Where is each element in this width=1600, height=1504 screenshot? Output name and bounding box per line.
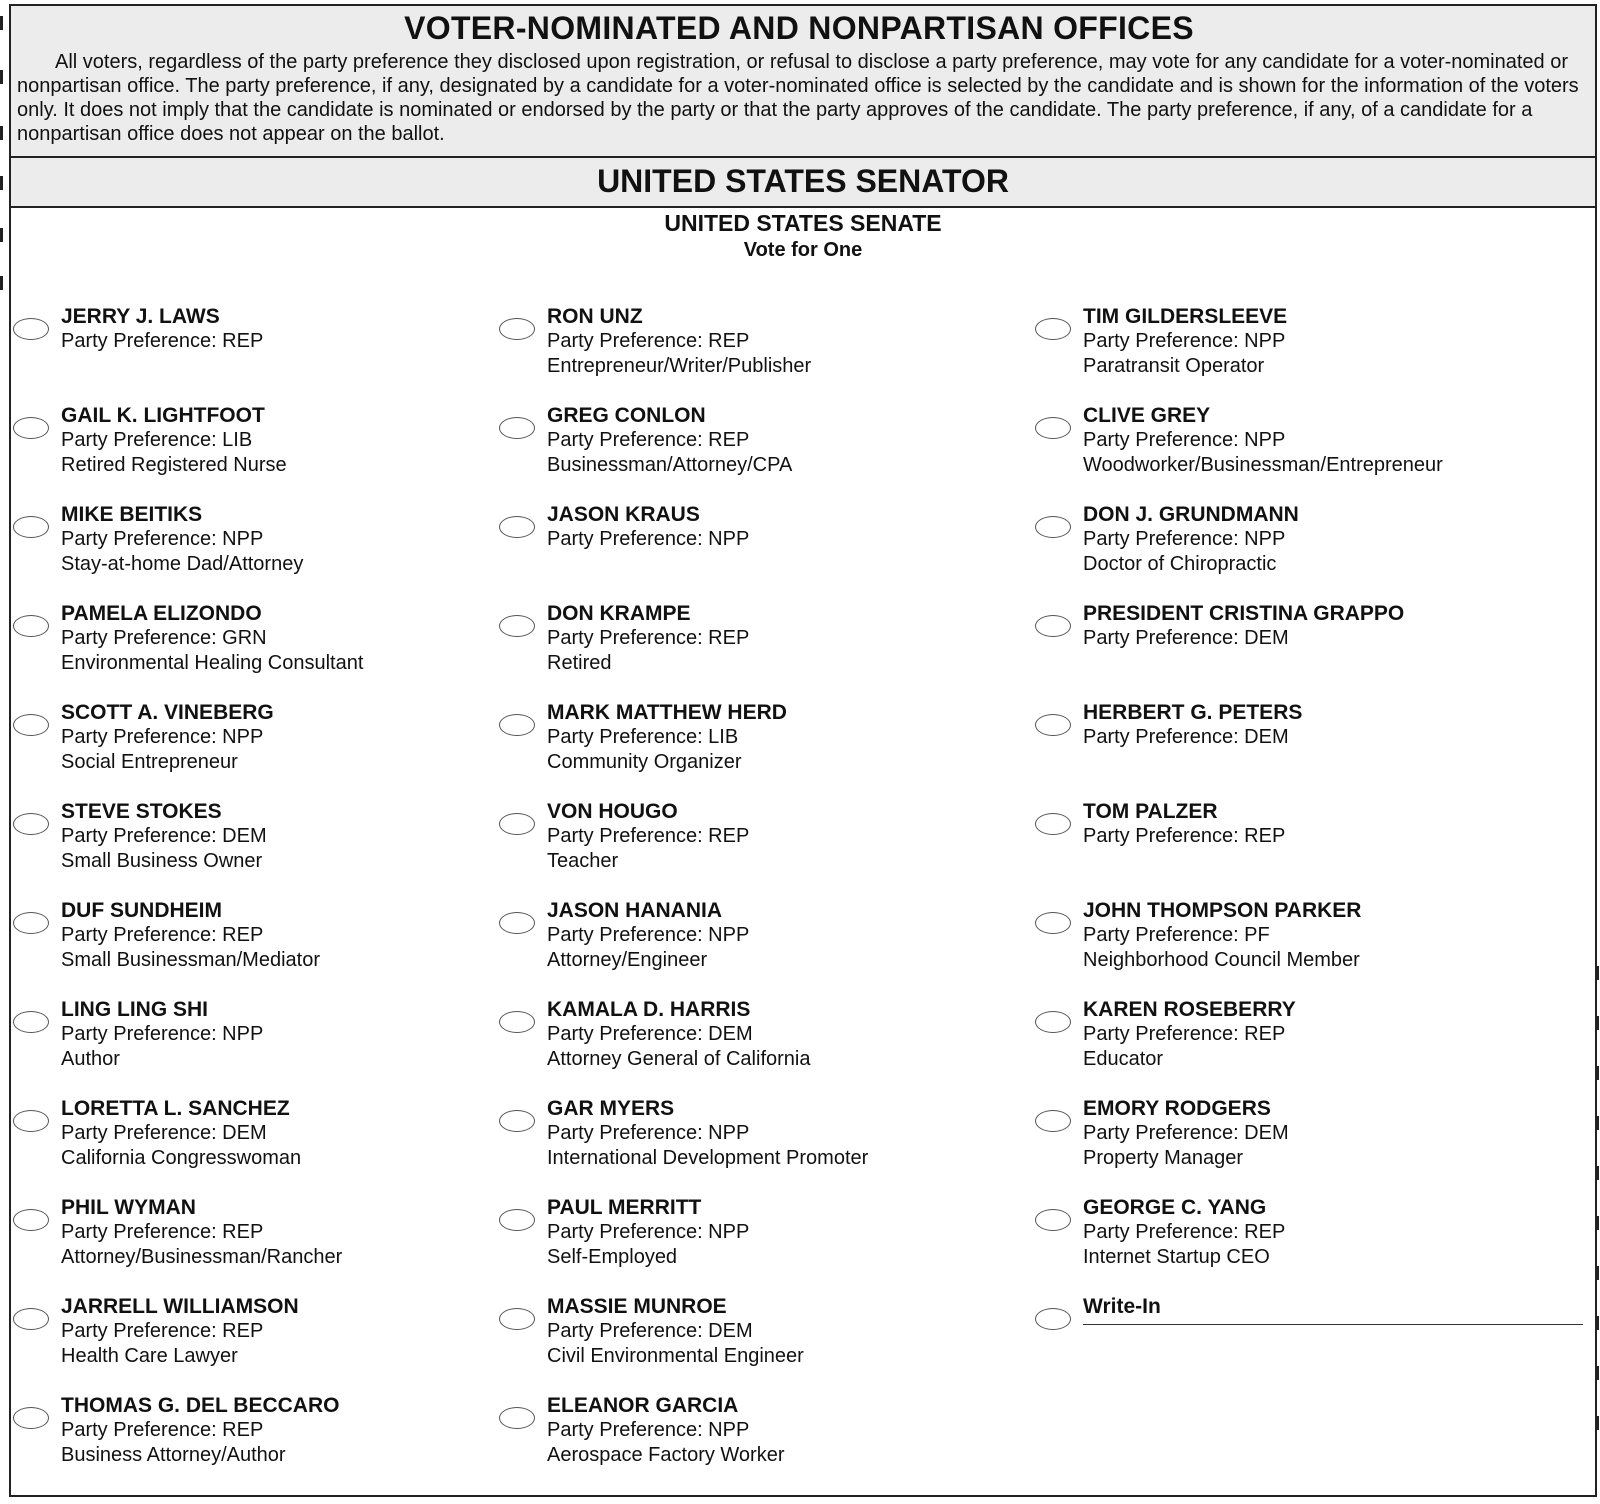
candidate-party: Party Preference: NPP	[61, 726, 264, 748]
candidate-name: JASON HANANIA	[547, 899, 723, 922]
candidate-occupation: California Congresswoman	[61, 1147, 302, 1169]
candidate-party: Party Preference: NPP	[1083, 528, 1286, 550]
write-in-label: Write-In	[1083, 1295, 1161, 1318]
candidate-name: KAREN ROSEBERRY	[1083, 998, 1296, 1021]
candidate-name: GREG CONLON	[547, 404, 706, 427]
candidate-name: ELEANOR GARCIA	[547, 1394, 739, 1417]
candidate-name: TIM GILDERSLEEVE	[1083, 305, 1288, 328]
candidate-column-2	[497, 304, 1037, 1492]
candidate-occupation: Businessman/Attorney/CPA	[547, 454, 793, 476]
candidate-party: Party Preference: NPP	[547, 528, 750, 550]
candidate-name: DUF SUNDHEIM	[61, 899, 222, 922]
vote-oval[interactable]	[1035, 615, 1071, 637]
candidate-party: Party Preference: REP	[61, 1419, 264, 1441]
vote-oval[interactable]	[499, 1407, 535, 1429]
candidate-name: CLIVE GREY	[1083, 404, 1211, 427]
candidate-column-3	[1033, 304, 1593, 1393]
candidate-name: PHIL WYMAN	[61, 1196, 196, 1219]
candidate-occupation: Small Business Owner	[61, 850, 263, 872]
vote-oval[interactable]	[499, 516, 535, 538]
candidate-occupation: Retired Registered Nurse	[61, 454, 287, 476]
candidate-occupation: Social Entrepreneur	[61, 751, 238, 773]
vote-oval[interactable]	[1035, 417, 1071, 439]
candidate-occupation: Author	[61, 1048, 120, 1070]
candidate-name: RON UNZ	[547, 305, 643, 328]
vote-oval[interactable]	[13, 912, 49, 934]
candidate-occupation: Aerospace Factory Worker	[547, 1444, 785, 1466]
vote-oval[interactable]	[13, 1110, 49, 1132]
candidate-option[interactable]	[11, 403, 491, 502]
contest-name: UNITED STATES SENATE	[664, 210, 942, 236]
candidate-party: Party Preference: REP	[547, 330, 750, 352]
candidate-occupation: Stay-at-home Dad/Attorney	[61, 553, 304, 575]
candidate-occupation: Doctor of Chiropractic	[1083, 553, 1277, 575]
vote-oval[interactable]	[1035, 318, 1071, 340]
candidate-name: MARK MATTHEW HERD	[547, 701, 787, 724]
section-instructions: All voters, regardless of the party preference they disclosed upon registration, or refusal to disclose a party preference, may vote for any candidate for a voter-nominated or nonpartisan office. The party preference, if any, designated by a candidate for a voter-nominated office is selected by the candidate and is shown for the information of the voters only. It does not imply that the candidate is nominated or endorsed by the party or that the party approves of the candidate. The party preference, if any, of a candidate for a nonpartisan office does not appear on the ballot.	[17, 51, 1579, 145]
vote-oval[interactable]	[1035, 714, 1071, 736]
timing-mark	[0, 126, 3, 140]
candidate-option[interactable]	[11, 502, 491, 601]
candidate-party: Party Preference: DEM	[547, 1023, 753, 1045]
candidate-option[interactable]	[497, 700, 1037, 799]
candidate-name: DON KRAMPE	[547, 602, 691, 625]
candidate-option[interactable]	[497, 799, 1037, 898]
candidate-name: EMORY RODGERS	[1083, 1097, 1271, 1120]
candidate-option[interactable]	[11, 1096, 491, 1195]
candidate-occupation: Woodworker/Businessman/Entrepreneur	[1083, 454, 1443, 476]
timing-mark	[0, 16, 3, 30]
candidate-option[interactable]	[497, 601, 1037, 700]
candidate-option[interactable]	[497, 1294, 1037, 1393]
candidate-option[interactable]	[497, 403, 1037, 502]
candidate-option[interactable]	[11, 898, 491, 997]
candidate-occupation: Attorney/Engineer	[547, 949, 708, 971]
candidate-party: Party Preference: NPP	[547, 1419, 750, 1441]
candidate-name: DON J. GRUNDMANN	[1083, 503, 1299, 526]
candidate-party: Party Preference: REP	[61, 924, 264, 946]
vote-oval[interactable]	[1035, 516, 1071, 538]
office-header	[11, 158, 1595, 208]
candidate-option[interactable]	[1033, 403, 1593, 502]
candidate-party: Party Preference: DEM	[1083, 1122, 1289, 1144]
vote-oval[interactable]	[1035, 1308, 1071, 1330]
candidate-option[interactable]	[11, 304, 491, 403]
candidate-name: LING LING SHI	[61, 998, 208, 1021]
candidate-option[interactable]	[1033, 997, 1593, 1096]
candidate-option[interactable]	[497, 1195, 1037, 1294]
timing-mark	[0, 228, 3, 242]
candidate-option[interactable]	[11, 997, 491, 1096]
candidate-option[interactable]	[1033, 1195, 1593, 1294]
candidate-option[interactable]	[1033, 601, 1593, 700]
candidate-party: Party Preference: NPP	[61, 1023, 264, 1045]
candidate-occupation: Small Businessman/Mediator	[61, 949, 320, 971]
candidate-party: Party Preference: NPP	[547, 1221, 750, 1243]
candidate-occupation: Business Attorney/Author	[61, 1444, 286, 1466]
vote-oval[interactable]	[13, 1407, 49, 1429]
candidate-name: JERRY J. LAWS	[61, 305, 220, 328]
candidate-occupation: International Development Promoter	[547, 1147, 869, 1169]
candidate-party: Party Preference: REP	[1083, 1221, 1286, 1243]
vote-oval[interactable]	[1035, 912, 1071, 934]
vote-oval[interactable]	[499, 615, 535, 637]
candidate-occupation: Self-Employed	[547, 1246, 678, 1268]
candidate-occupation: Civil Environmental Engineer	[547, 1345, 804, 1367]
candidate-option[interactable]	[11, 700, 491, 799]
candidate-party: Party Preference: NPP	[61, 528, 264, 550]
vote-oval[interactable]	[1035, 1011, 1071, 1033]
candidate-option[interactable]	[11, 799, 491, 898]
vote-oval[interactable]	[499, 1308, 535, 1330]
candidate-party: Party Preference: REP	[1083, 1023, 1286, 1045]
candidate-occupation: Educator	[1083, 1048, 1164, 1070]
candidate-party: Party Preference: REP	[1083, 825, 1286, 847]
candidate-option[interactable]	[497, 997, 1037, 1096]
vote-for-instruction: Vote for One	[743, 239, 863, 261]
candidate-option[interactable]	[1033, 304, 1593, 403]
candidate-name: TOM PALZER	[1083, 800, 1218, 823]
vote-oval[interactable]	[499, 1209, 535, 1231]
candidate-party: Party Preference: NPP	[547, 924, 750, 946]
candidate-name: THOMAS G. DEL BECCARO	[61, 1394, 340, 1417]
candidate-name: GAIL K. LIGHTFOOT	[61, 404, 265, 427]
candidate-occupation: Retired	[547, 652, 612, 674]
candidate-name: PAUL MERRITT	[547, 1196, 702, 1219]
vote-oval[interactable]	[1035, 1209, 1071, 1231]
vote-oval[interactable]	[499, 1011, 535, 1033]
vote-oval[interactable]	[13, 714, 49, 736]
vote-oval[interactable]	[499, 417, 535, 439]
candidate-option[interactable]	[11, 1294, 491, 1393]
candidate-name: GAR MYERS	[547, 1097, 675, 1120]
candidate-party: Party Preference: DEM	[547, 1320, 753, 1342]
vote-oval[interactable]	[1035, 813, 1071, 835]
candidate-occupation: Neighborhood Council Member	[1083, 949, 1360, 971]
vote-oval[interactable]	[13, 318, 49, 340]
vote-oval[interactable]	[499, 714, 535, 736]
vote-oval[interactable]	[13, 417, 49, 439]
ballot-section	[9, 4, 1597, 1497]
candidate-name: HERBERT G. PETERS	[1083, 701, 1303, 724]
vote-oval[interactable]	[13, 615, 49, 637]
candidate-party: Party Preference: DEM	[1083, 627, 1289, 649]
candidate-party: Party Preference: REP	[547, 429, 750, 451]
candidate-occupation: Paratransit Operator	[1083, 355, 1265, 377]
timing-mark	[0, 276, 3, 290]
candidate-option[interactable]	[497, 1393, 1037, 1492]
candidate-name: KAMALA D. HARRIS	[547, 998, 751, 1021]
candidate-party: Party Preference: DEM	[61, 1122, 267, 1144]
candidate-option[interactable]	[1033, 502, 1593, 601]
vote-oval[interactable]	[13, 813, 49, 835]
candidate-occupation: Attorney/Businessman/Rancher	[61, 1246, 343, 1268]
contest-heading	[11, 208, 1595, 262]
write-in-option[interactable]	[1033, 1294, 1593, 1393]
candidate-option[interactable]	[11, 1393, 491, 1492]
candidate-name: SCOTT A. VINEBERG	[61, 701, 274, 724]
candidate-occupation: Health Care Lawyer	[61, 1345, 238, 1367]
candidate-party: Party Preference: REP	[61, 1320, 264, 1342]
candidate-occupation: Property Manager	[1083, 1147, 1244, 1169]
vote-oval[interactable]	[13, 1011, 49, 1033]
candidate-name: LORETTA L. SANCHEZ	[61, 1097, 290, 1120]
vote-oval[interactable]	[499, 813, 535, 835]
vote-oval[interactable]	[1035, 1110, 1071, 1132]
vote-oval[interactable]	[13, 1209, 49, 1231]
candidate-option[interactable]	[11, 1195, 491, 1294]
candidate-name: PRESIDENT CRISTINA GRAPPO	[1083, 602, 1405, 625]
vote-oval[interactable]	[13, 1308, 49, 1330]
section-title: VOTER-NOMINATED AND NONPARTISAN OFFICES	[404, 10, 1194, 46]
candidate-option[interactable]	[497, 1096, 1037, 1195]
vote-oval[interactable]	[499, 318, 535, 340]
candidate-party: Party Preference: REP	[61, 1221, 264, 1243]
write-in-line[interactable]	[1083, 1324, 1583, 1325]
office-title: UNITED STATES SENATOR	[597, 163, 1009, 199]
candidate-name: JOHN THOMPSON PARKER	[1083, 899, 1362, 922]
candidate-occupation: Teacher	[547, 850, 619, 872]
timing-mark	[0, 70, 3, 84]
candidate-occupation: Attorney General of California	[547, 1048, 811, 1070]
candidate-party: Party Preference: LIB	[61, 429, 253, 451]
candidate-name: MIKE BEITIKS	[61, 503, 203, 526]
candidate-name: PAMELA ELIZONDO	[61, 602, 262, 625]
candidate-party: Party Preference: PF	[1083, 924, 1270, 946]
candidate-party: Party Preference: DEM	[61, 825, 267, 847]
candidate-name: JASON KRAUS	[547, 503, 700, 526]
candidate-party: Party Preference: GRN	[61, 627, 267, 649]
candidate-name: MASSIE MUNROE	[547, 1295, 727, 1318]
candidate-occupation: Environmental Healing Consultant	[61, 652, 364, 674]
candidate-occupation: Community Organizer	[547, 751, 742, 773]
candidate-column-1	[11, 304, 491, 1492]
timing-mark	[0, 176, 3, 190]
candidate-name: STEVE STOKES	[61, 800, 222, 823]
candidate-option[interactable]	[1033, 799, 1593, 898]
candidate-party: Party Preference: NPP	[1083, 330, 1286, 352]
candidate-option[interactable]	[497, 304, 1037, 403]
section-header	[11, 6, 1595, 158]
candidate-option[interactable]	[1033, 898, 1593, 997]
candidate-party: Party Preference: NPP	[1083, 429, 1286, 451]
candidate-option[interactable]	[497, 502, 1037, 601]
vote-oval[interactable]	[499, 1110, 535, 1132]
candidate-option[interactable]	[1033, 700, 1593, 799]
candidate-party: Party Preference: REP	[547, 825, 750, 847]
candidate-party: Party Preference: REP	[61, 330, 264, 352]
candidate-name: GEORGE C. YANG	[1083, 1196, 1267, 1219]
candidate-name: VON HOUGO	[547, 800, 678, 823]
candidate-party: Party Preference: NPP	[547, 1122, 750, 1144]
candidate-party: Party Preference: LIB	[547, 726, 739, 748]
candidate-party: Party Preference: DEM	[1083, 726, 1289, 748]
vote-oval[interactable]	[499, 912, 535, 934]
candidate-option[interactable]	[11, 601, 491, 700]
candidate-party: Party Preference: REP	[547, 627, 750, 649]
vote-oval[interactable]	[13, 516, 49, 538]
candidate-name: JARRELL WILLIAMSON	[61, 1295, 299, 1318]
candidate-option[interactable]	[1033, 1096, 1593, 1195]
candidate-occupation: Entrepreneur/Writer/Publisher	[547, 355, 812, 377]
candidate-occupation: Internet Startup CEO	[1083, 1246, 1270, 1268]
candidate-option[interactable]	[497, 898, 1037, 997]
